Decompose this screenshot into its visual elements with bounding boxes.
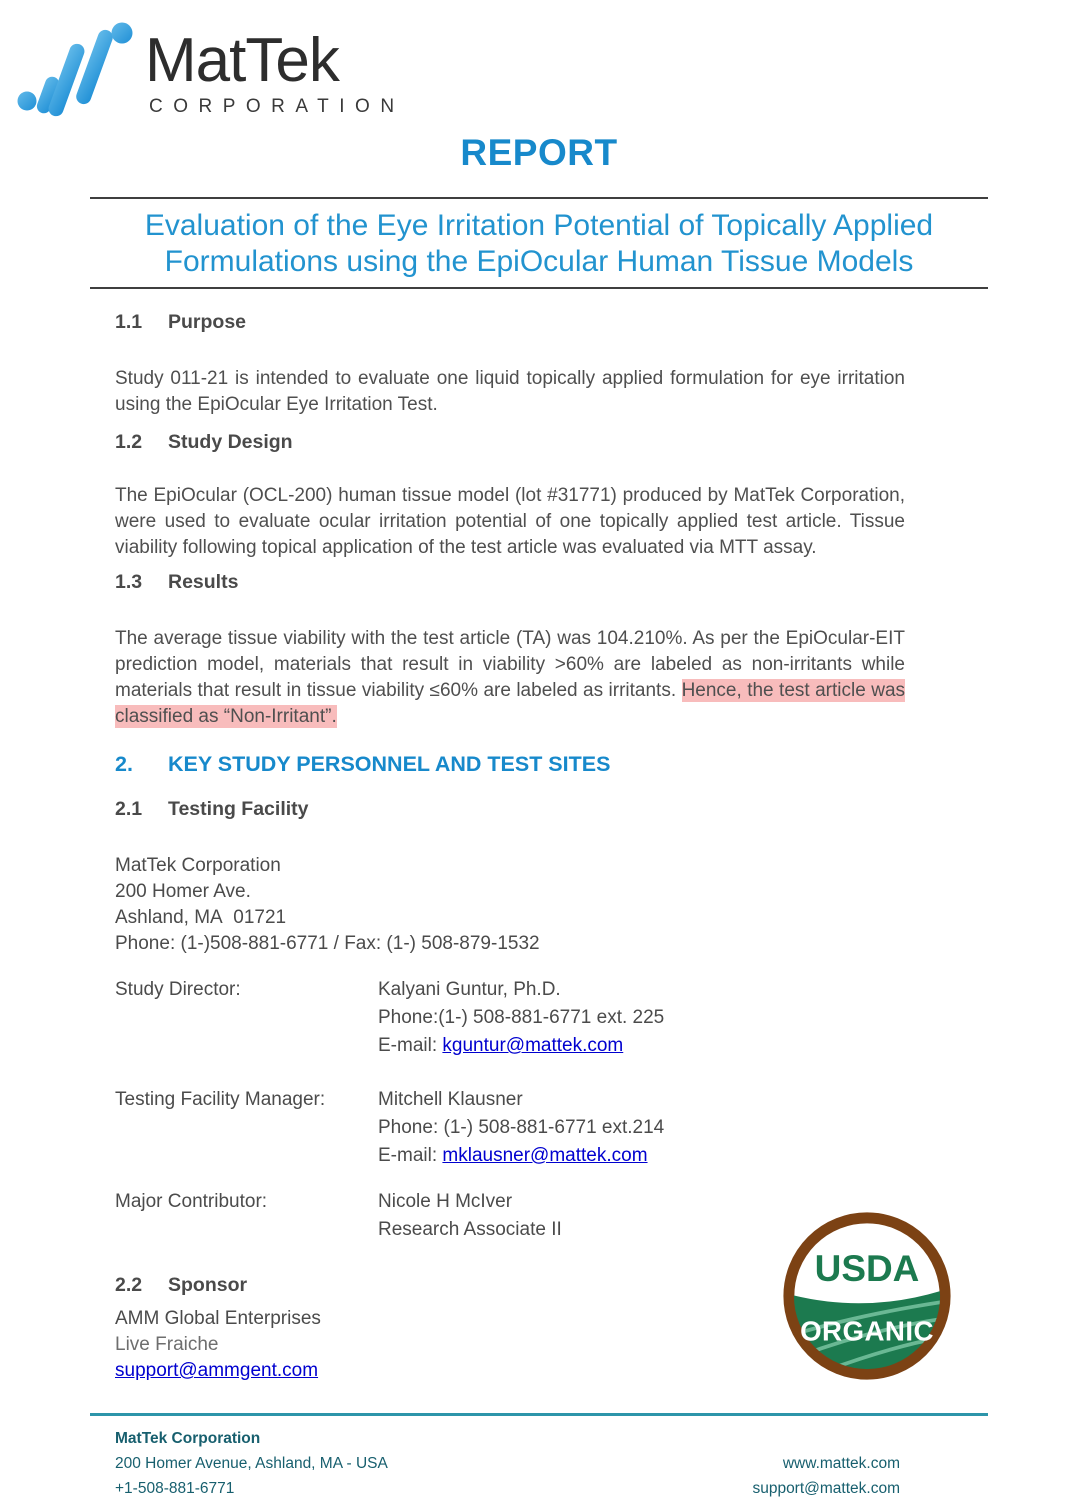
usda-organic-seal <box>783 1212 951 1380</box>
seal-organic-text: ORGANIC <box>800 1315 934 1347</box>
logo-company-name: MatTek <box>145 26 339 95</box>
major-contributor-title: Research Associate II <box>378 1219 562 1240</box>
sponsor-brand: Live Fraiche <box>115 1334 219 1355</box>
footer-website: www.mattek.com <box>782 1455 900 1472</box>
footer-address: 200 Homer Avenue, Ashland, MA - USA <box>115 1455 388 1472</box>
study-director-details <box>378 976 664 1060</box>
facility-manager-email-link[interactable]: mklausner@mattek.com <box>442 1145 648 1166</box>
mattek-logo <box>15 20 405 120</box>
page-header <box>0 0 1078 197</box>
facility-address-line: MatTek Corporation <box>115 855 281 876</box>
logo-text <box>145 20 405 118</box>
heading-testing-facility <box>115 798 905 820</box>
study-design-paragraph: The EpiOcular (OCL-200) human tissue model (lot #31771) produced by MatTek Corporation, were used to evaluate ocular irritation potential of one topically applied test article. Tissue viability following topical application of the test article was evaluated via MTT assay. <box>115 485 905 558</box>
facility-manager-row <box>115 1086 905 1170</box>
footer-left <box>115 1426 388 1500</box>
major-contributor-details <box>378 1188 562 1244</box>
footer-phone: +1-508-881-6771 <box>115 1480 235 1497</box>
facility-address-line: 200 Homer Ave. <box>115 881 251 902</box>
footer-right <box>752 1426 900 1500</box>
mattek-logo-icon <box>15 20 137 120</box>
page-footer <box>90 1413 988 1500</box>
heading-sponsor-label: Sponsor <box>168 1274 248 1296</box>
study-director-email-line <box>378 1032 664 1060</box>
heading-results <box>115 571 905 593</box>
results-text: The average tissue viability with the test article (TA) was 104.210%. As per the EpiOcular-EIT prediction model, materials that result in viability >60% are labeled as non-irritants while materials that result in tissue viability ≤60% are labeled as irritants. <box>115 628 905 701</box>
results-paragraph <box>115 626 905 730</box>
major-contributor-role: Major Contributor: <box>115 1191 268 1212</box>
seal-usda-text: USDA <box>814 1247 920 1289</box>
facility-address-line: Phone: (1-)508-881-6771 / Fax: (1-) 508-879-1532 <box>115 933 540 954</box>
footer-company: MatTek Corporation <box>115 1430 261 1447</box>
heading-purpose <box>115 311 905 333</box>
heading-key-personnel <box>115 752 905 776</box>
email-label: E-mail: <box>378 1035 443 1056</box>
purpose-paragraph: Study 011-21 is intended to evaluate one liquid topically applied formulation for eye irritation using the EpiOcular Eye Irritation Test. <box>115 368 905 415</box>
heading-key-personnel-number: 2. <box>115 752 133 776</box>
heading-results-label: Results <box>168 571 239 593</box>
heading-testing-facility-label: Testing Facility <box>168 798 309 820</box>
heading-key-personnel-label: KEY STUDY PERSONNEL AND TEST SITES <box>168 752 611 776</box>
results-highlight: Hence, the test article was classified as “Non-Irritant”. <box>115 680 906 727</box>
study-director-email-link[interactable]: kguntur@mattek.com <box>442 1035 624 1056</box>
heading-study-design-label: Study Design <box>168 431 293 453</box>
study-director-role: Study Director: <box>115 979 241 1000</box>
logo-subtitle: CORPORATION <box>149 96 405 118</box>
footer-email: support@mattek.com <box>752 1480 900 1497</box>
major-contributor-name: Nicole H McIver <box>378 1191 513 1212</box>
heading-purpose-number: 1.1 <box>115 311 143 333</box>
facility-address-line: Ashland, MA 01721 <box>115 907 287 928</box>
report-heading: REPORT <box>460 132 618 173</box>
heading-study-design <box>115 431 905 453</box>
heading-purpose-label: Purpose <box>168 311 247 333</box>
sponsor-company: AMM Global Enterprises <box>115 1308 321 1329</box>
facility-manager-role: Testing Facility Manager: <box>115 1089 326 1110</box>
heading-testing-facility-number: 2.1 <box>115 798 143 820</box>
facility-manager-email-line <box>378 1142 664 1170</box>
document-title <box>90 197 988 289</box>
heading-study-design-number: 1.2 <box>115 431 143 453</box>
study-director-row <box>115 976 905 1060</box>
document-title-line2: Formulations using the EpiOcular Human Tissue Models <box>164 245 914 278</box>
facility-address <box>115 853 905 957</box>
sponsor-email-link[interactable]: support@ammgent.com <box>115 1360 319 1381</box>
study-director-name: Kalyani Guntur, Ph.D. <box>378 979 561 1000</box>
heading-results-number: 1.3 <box>115 571 143 593</box>
facility-manager-name: Mitchell Klausner <box>378 1089 523 1110</box>
facility-manager-details <box>378 1086 664 1170</box>
heading-sponsor-number: 2.2 <box>115 1274 143 1296</box>
email-label: E-mail: <box>378 1145 443 1166</box>
facility-manager-phone: Phone: (1-) 508-881-6771 ext.214 <box>378 1117 665 1138</box>
study-director-phone: Phone:(1-) 508-881-6771 ext. 225 <box>378 1007 665 1028</box>
document-title-line1: Evaluation of the Eye Irritation Potential of Topically Applied <box>144 209 934 242</box>
